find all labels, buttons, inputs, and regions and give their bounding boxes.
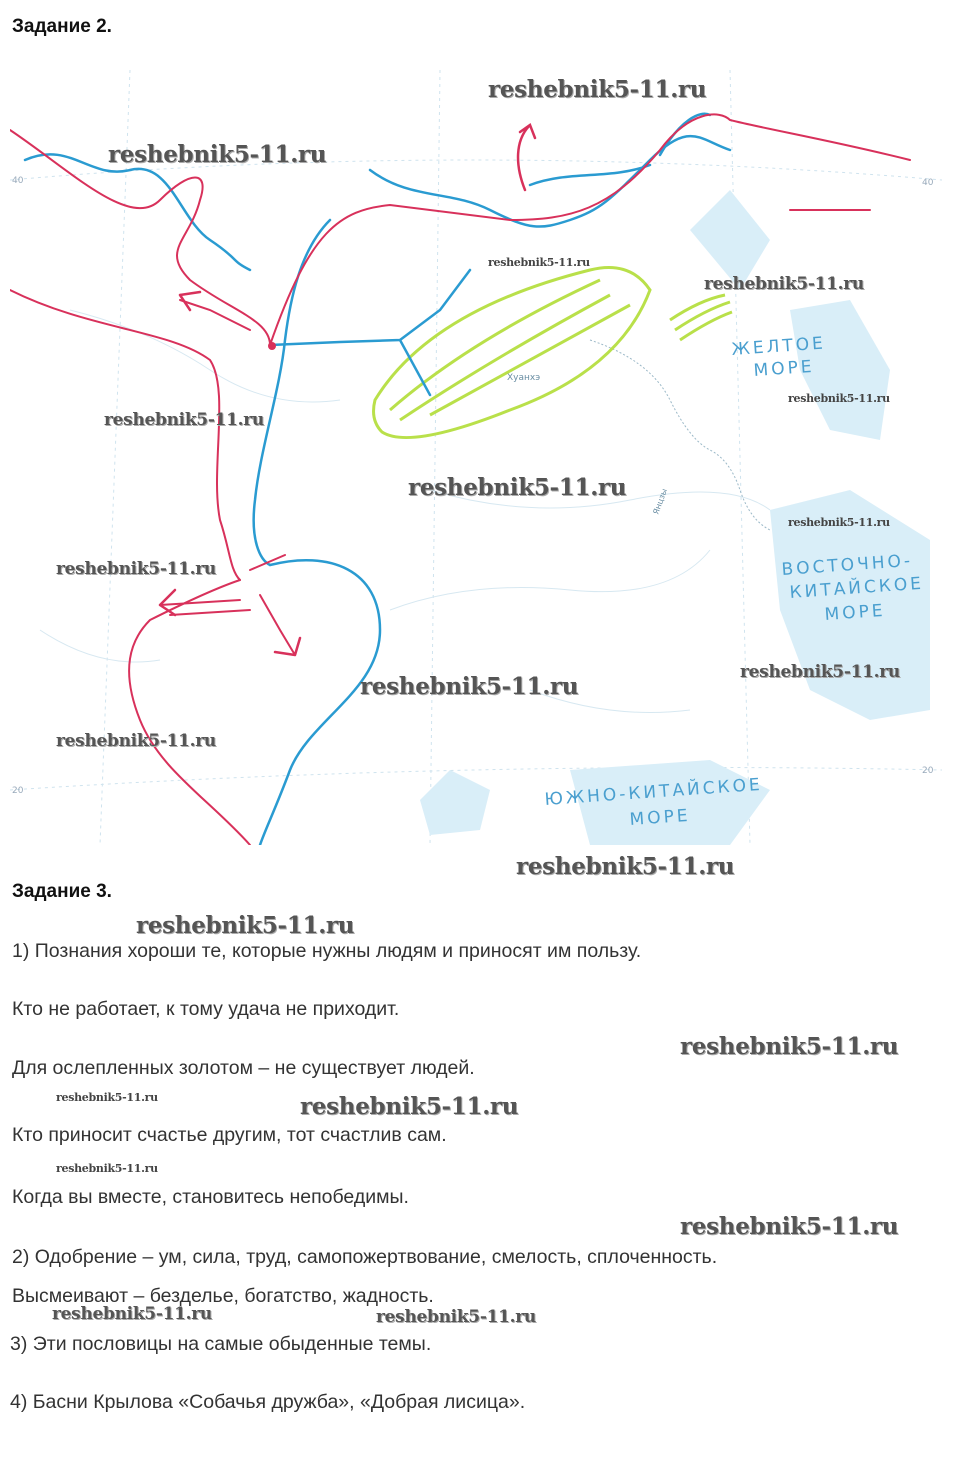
- task-3-heading: Задание 3.: [12, 881, 112, 902]
- watermark: reshebnik5-11.ru: [108, 141, 327, 168]
- south-china-sea-label-1: ЮЖНО-КИТАЙСКОЕ: [543, 774, 764, 810]
- answer-line: Когда вы вместе, становитесь непобедимы.: [12, 1186, 409, 1208]
- south-china-sea-label-2: МОРЕ: [628, 805, 692, 830]
- watermark: reshebnik5-11.ru: [300, 1093, 519, 1120]
- huanghe-label: Хуанхэ: [507, 373, 541, 383]
- watermark: reshebnik5-11.ru: [704, 274, 864, 294]
- watermark: reshebnik5-11.ru: [136, 912, 355, 939]
- answer-line: 2) Одобрение – ум, сила, труд, самопожертвование, смелость, сплоченность.: [12, 1246, 718, 1268]
- lat-20-left: 20: [12, 786, 24, 796]
- watermark: reshebnik5-11.ru: [788, 392, 890, 405]
- answer-line: 1) Познания хороши те, которые нужны людям и приносят им пользу.: [12, 940, 642, 962]
- map-figure: [10, 70, 942, 845]
- watermark: reshebnik5-11.ru: [740, 662, 900, 682]
- answer-line: Для ослепленных золотом – не существует людей.: [12, 1057, 475, 1079]
- watermark: reshebnik5-11.ru: [516, 853, 735, 880]
- watermark: reshebnik5-11.ru: [56, 1091, 158, 1104]
- answer-line: 3) Эти пословицы на самые обыденные темы.: [10, 1333, 432, 1355]
- yangtze-label: Янцзы: [651, 487, 670, 516]
- answer-line: Кто приносит счастье другим, тот счастлив сам.: [12, 1124, 447, 1146]
- lat-40-right: 40: [922, 178, 934, 188]
- east-china-sea-label-1: ВОСТОЧНО-: [780, 550, 914, 580]
- watermark: reshebnik5-11.ru: [360, 673, 579, 700]
- watermark: reshebnik5-11.ru: [56, 559, 216, 579]
- watermark: reshebnik5-11.ru: [680, 1213, 899, 1240]
- watermark: reshebnik5-11.ru: [488, 256, 590, 269]
- junction-marker: [268, 342, 276, 350]
- east-china-sea-label-2: КИТАЙСКОЕ: [788, 573, 925, 603]
- watermark: reshebnik5-11.ru: [376, 1307, 536, 1327]
- watermark: reshebnik5-11.ru: [680, 1033, 899, 1060]
- lat-20-right: 20: [922, 766, 934, 776]
- watermark: reshebnik5-11.ru: [104, 410, 264, 430]
- lat-40-left: 40: [12, 176, 24, 186]
- yellow-sea-label-1: ЖЕЛТОЕ: [730, 333, 827, 360]
- watermark: reshebnik5-11.ru: [488, 76, 707, 103]
- watermark: reshebnik5-11.ru: [56, 731, 216, 751]
- yellow-sea-label-2: МОРЕ: [752, 356, 816, 381]
- answer-line: Высмеивают – безделье, богатство, жадность.: [12, 1285, 434, 1307]
- watermark: reshebnik5-11.ru: [788, 516, 890, 529]
- task-2-heading: Задание 2.: [12, 16, 112, 37]
- answer-line: Кто не работает, к тому удача не приходит.: [12, 998, 400, 1020]
- watermark: reshebnik5-11.ru: [56, 1162, 158, 1175]
- watermark: reshebnik5-11.ru: [52, 1304, 212, 1324]
- east-china-sea-label-3: МОРЕ: [823, 600, 887, 625]
- answer-line: 4) Басни Крылова «Собачья дружба», «Добрая лисица».: [10, 1391, 526, 1413]
- watermark: reshebnik5-11.ru: [408, 474, 627, 501]
